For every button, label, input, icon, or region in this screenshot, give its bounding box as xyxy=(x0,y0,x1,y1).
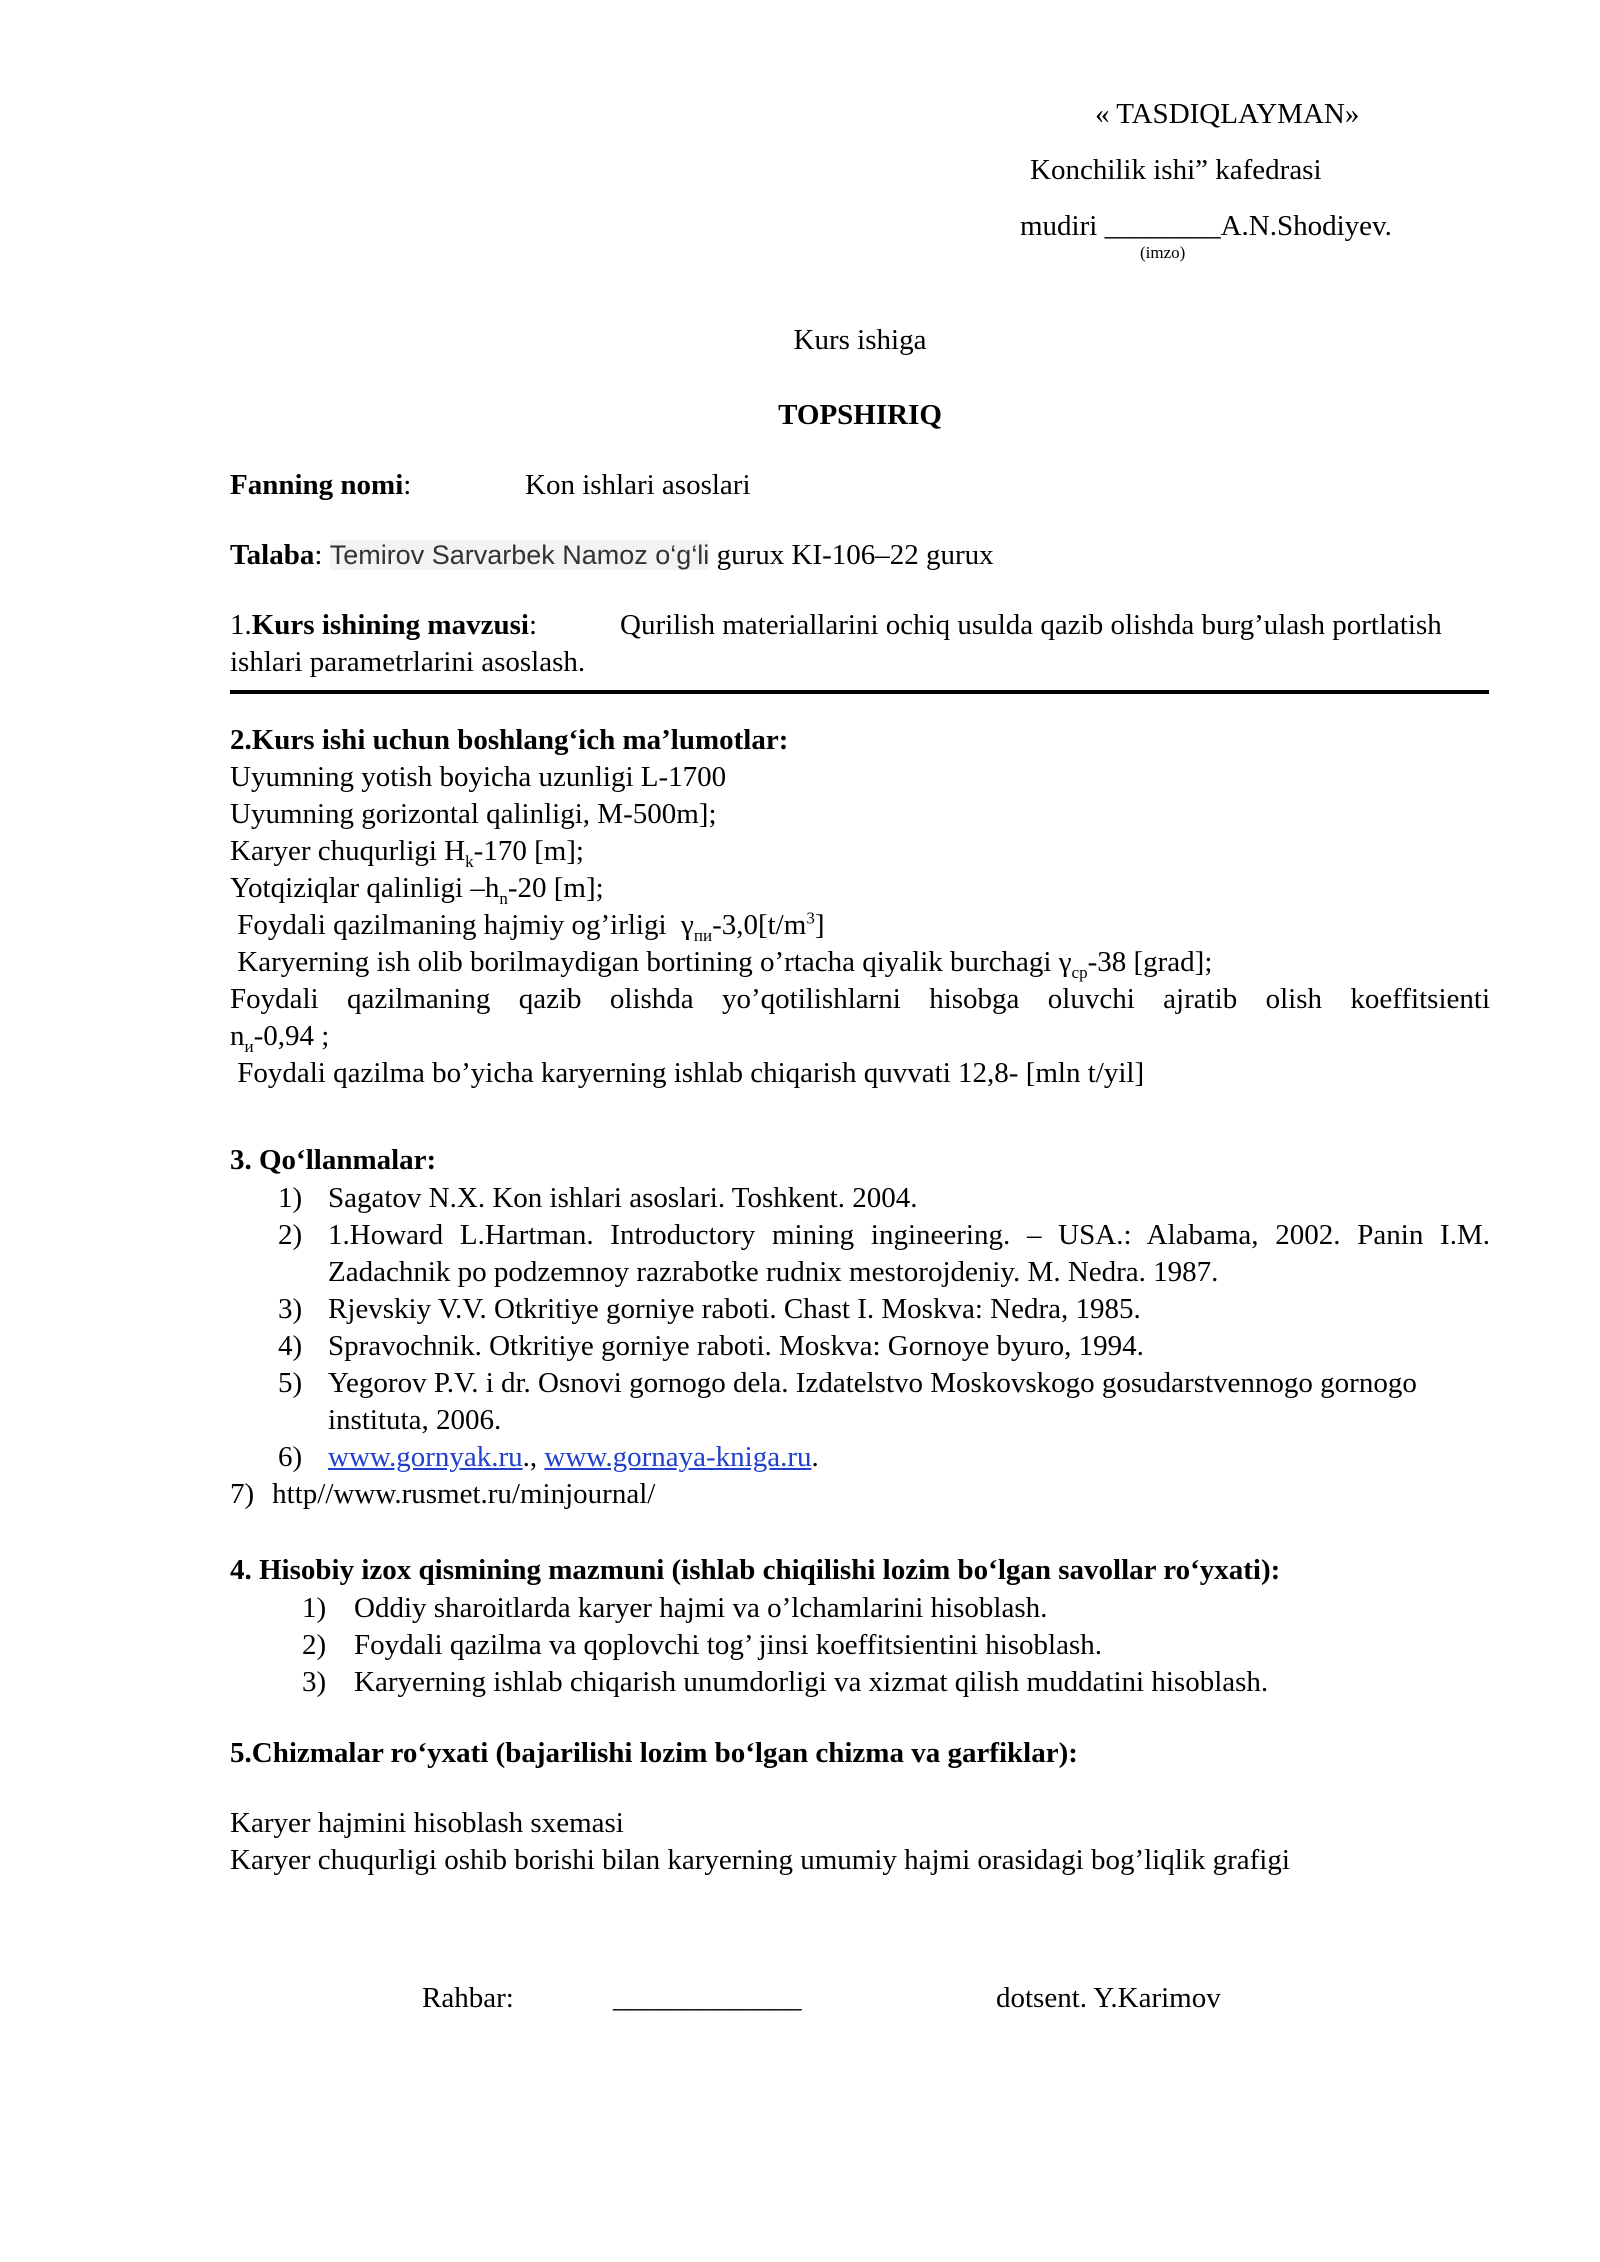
department-line: Konchilik ishi” kafedrasi xyxy=(1030,154,1322,186)
calc-item: 3) Karyerning ishlab chiqarish unumdorligi va xizmat qilish muddatini hisoblash. xyxy=(302,1666,1269,1698)
data-line-recovery-value: $n_и-0,94$ ; xyxy=(230,1020,330,1056)
initial-data-section xyxy=(230,722,1490,1092)
supervisor-label: Rahbar: xyxy=(422,1982,514,2014)
topic-number: 1. xyxy=(230,609,252,641)
student-line xyxy=(230,537,994,574)
reference-item: 4) Spravochnik. Otkritiye gorniye raboti. Moskva: Gornoye byuro, 1994. xyxy=(278,1330,1144,1362)
subject-value: Kon ishlari asoslari xyxy=(525,469,751,501)
student-group: gurux KI-106–22 gurux xyxy=(716,539,994,571)
reference-item-7: 7) http//www.rusmet.ru/minjournal/ xyxy=(230,1478,656,1510)
document-subtitle: Kurs ishiga xyxy=(793,324,927,356)
subject-label-wrap xyxy=(230,467,411,504)
head-signature-line xyxy=(1020,208,1392,245)
head-label: mudiri xyxy=(1020,210,1105,242)
subject-colon: : xyxy=(403,469,412,501)
data-line-thickness: Uyumning gorizontal qalinligi, M-500m]; xyxy=(230,798,717,830)
reference-item: 3) Rjevskiy V.V. Otkritiye gorniye raboti. Chast I. Moskva: Nedra, 1985. xyxy=(278,1293,1141,1325)
supervisor-signature-blank: _____________ xyxy=(613,1982,802,2014)
calc-item: 1) Oddiy sharoitlarda karyer hajmi va o’lchamlarini hisoblash. xyxy=(302,1592,1048,1624)
document-title: TOPSHIRIQ xyxy=(778,399,942,431)
data-line-slope: Karyerning ish olib borilmaydigan bortining o’rtacha qiyalik burchagi $\gamma_{ср}-38$ [grad]; xyxy=(230,946,1213,982)
data-line-length: Uyumning yotish boyicha uzunligi L-1700 xyxy=(230,761,727,793)
reference-item: 1) Sagatov N.X. Kon ishlari asoslari. Toshkent. 2004. xyxy=(278,1182,918,1214)
signature-caption: (imzo) xyxy=(1140,243,1186,262)
data-line-recovery: Foydali qazilmaning qazib olishda yo’qotilishlarni hisobga oluvchi ajratib olish koeffitsienti xyxy=(230,983,1490,1015)
reference-item: 2) 1.Howard L.Hartman. Introductory mining ingineering. – USA.: Alabama, 2002. Panin I.M. Zadachnik po podzemnoy razrabotke rudnix mestorojdeniy. M. Nedra. 1987. xyxy=(278,1219,1490,1288)
data-line-capacity: Foydali qazilma bo’yicha karyerning ishlab chiqarish quvvati 12,8- [mln t/yil] xyxy=(230,1057,1145,1089)
supervisor-name: dotsent. Y.Karimov xyxy=(996,1982,1221,2014)
data-line-depth: Karyer chuqurligi $H_k-170$ [m]; xyxy=(230,835,584,871)
calc-list xyxy=(302,1590,1492,1701)
topic-text: Qurilish materiallarini ochiq usulda qazib olishda burg’ulash portlatish ishlari parametrlarini asoslash. xyxy=(230,609,1442,678)
references-heading: 3. Qo‘llanmalar: xyxy=(230,1144,437,1176)
calc-item: 2) Foydali qazilma va qoplovchi tog’ jinsi koeffitsientini hisoblash. xyxy=(302,1629,1102,1661)
topic-colon: : xyxy=(528,609,537,641)
gornaya-kniga-link[interactable]: www.gornaya-kniga.ru xyxy=(544,1441,812,1473)
gornyak-link[interactable]: www.gornyak.ru xyxy=(328,1441,523,1473)
initial-data-heading: 2.Kurs ishi uchun boshlang‘ich ma’lumotlar: xyxy=(230,724,789,756)
calc-heading: 4. Hisobiy izox qismining mazmuni (ishlab chiqilishi lozim bo‘lgan savollar ro‘yxati): xyxy=(230,1554,1281,1586)
section-divider xyxy=(230,690,1489,694)
topic-label: Kurs ishining mavzusi xyxy=(251,609,529,641)
drawing-item: Karyer chuqurligi oshib borishi bilan karyerning umumiy hajmi orasidagi bog’liqlik grafigi xyxy=(230,1844,1290,1876)
student-colon: : xyxy=(314,539,323,571)
references-list xyxy=(278,1180,1490,1476)
student-label: Talaba xyxy=(230,539,315,571)
data-line-overburden: Yotqiziqlar qalinligi $-h_n-20$ [m]; xyxy=(230,872,604,908)
signature-blank: ________ xyxy=(1104,210,1221,242)
reference-item-links: 6) www.gornyak.ru., www.gornaya-kniga.ru. xyxy=(278,1441,819,1473)
drawing-item: Karyer hajmini hisoblash sxemasi xyxy=(230,1807,624,1839)
drawings-heading: 5.Chizmalar ro‘yxati (bajarilishi lozim bo‘lgan chizma va garfiklar): xyxy=(230,1737,1078,1769)
student-name: Temirov Sarvarbek Namoz o‘g‘li xyxy=(329,540,710,570)
subject-label: Fanning nomi xyxy=(230,469,404,501)
approval-title: « TASDIQLAYMAN» xyxy=(1095,98,1360,130)
reference-item: 5) Yegorov P.V. i dr. Osnovi gornogo dela. Izdatelstvo Moskovskogo gosudarstvennogo gornogo instituta, 2006. xyxy=(278,1367,1417,1436)
head-name: A.N.Shodiyev. xyxy=(1220,210,1392,242)
data-line-density: Foydali qazilmaning hajmiy og’irligi $\gamma_{пи}-3,0[t/m^3]$ xyxy=(230,908,825,945)
